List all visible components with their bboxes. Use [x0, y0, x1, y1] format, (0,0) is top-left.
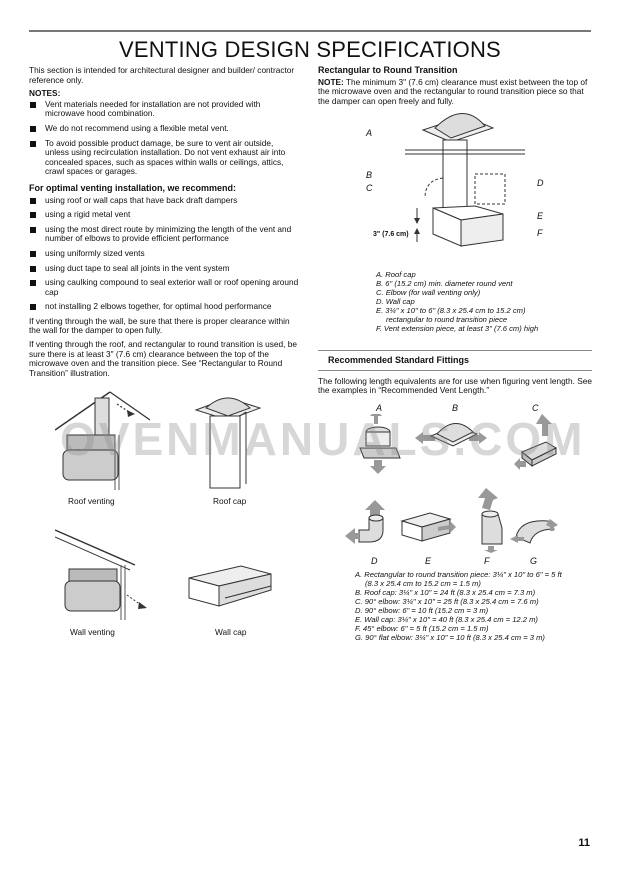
- list-item: Vent materials needed for installation are not provided with microwave hood combination.: [29, 100, 299, 119]
- fitting-letter: G: [530, 556, 538, 566]
- fitting-letter: B: [452, 403, 459, 413]
- list-item: using caulking compound to seal exterior wall or roof opening around cap: [29, 278, 299, 297]
- transition-letter: E: [537, 211, 544, 221]
- fittings-intro: The following length equivalents are for use when figuring vent length. See the examples in “Recommended Vent Length.”: [318, 375, 592, 396]
- bullet-icon: [30, 102, 36, 108]
- fittings-section: [318, 350, 592, 400]
- list-item: using duct tape to seal all joints in the vent system: [29, 264, 299, 274]
- bullet-icon: [30, 304, 36, 310]
- transition-letter: F: [537, 228, 543, 238]
- rect-note: NOTE: The minimum 3" (7.6 cm) clearance must exist between the top of the microwave oven and the rectangular to round transition piece so that the damper can open freely and fully.: [318, 76, 588, 106]
- transition-letter: D: [537, 178, 544, 188]
- fitting-letter: E: [425, 556, 432, 566]
- wall-venting-paragraph: If venting through the wall, be sure that there is proper clearance within the wall for the damper to open fully.: [29, 315, 290, 336]
- bullet-icon: [30, 280, 36, 286]
- transition-illustration: [385, 108, 535, 263]
- wall-venting-label: Wall venting: [70, 627, 115, 637]
- bullet-icon: [30, 212, 36, 218]
- left-column: [29, 66, 299, 382]
- fitting-e-illustration: [398, 505, 458, 550]
- bullet-icon: [30, 266, 36, 272]
- fitting-d-illustration: [345, 500, 400, 555]
- top-rule: [29, 30, 591, 32]
- wall-venting-illustration: [55, 525, 165, 620]
- list-item: using a rigid metal vent: [29, 210, 299, 220]
- wall-cap-illustration: [185, 560, 275, 615]
- bullet-icon: [30, 251, 36, 257]
- list-item: using the most direct route by minimizing the length of the vent and number of elbows to provide efficient performance: [29, 225, 299, 244]
- roof-venting-label: Roof venting: [68, 496, 115, 506]
- fitting-letter: C: [532, 403, 539, 413]
- list-item: We do not recommend using a flexible metal vent.: [29, 124, 299, 134]
- bullet-icon: [30, 126, 36, 132]
- notes-heading: NOTES:: [29, 88, 61, 99]
- bullet-icon: [30, 141, 36, 147]
- list-item: using roof or wall caps that have back draft dampers: [29, 196, 299, 206]
- fitting-f-illustration: [468, 488, 513, 553]
- transition-captions: A. Roof cap B. 6" (15.2 cm) min. diameter round vent C. Elbow (for wall venting only) D. Wall cap E. 3¼" x 10" to 6" (8.3 x 25.4 cm to 15.2 cm) rectangular to round transition piece F. Vent extension piece, at least 3" (7.6 cm) high: [376, 270, 539, 333]
- transition-letter: B: [366, 170, 373, 180]
- fitting-captions: A. Rectangular to round transition piece: 3¼" x 10" to 6" = 5 ft (8.3 x 25.4 cm to 15.2 cm = 1.5 m) B. Roof cap: 3¼" x 10" = 24 ft (8.3 x 25.4 cm = 7.3 m) C. 90° elbow: 3¼" x 10" = 25 ft (8.3 x 25.4 cm = 7.6 m) D. 90° elbow: 6" = 10 ft (15.2 cm = 3 m) E. Wall cap: 3¼" x 10" = 40 ft (8.3 x 25.4 cm = 12.2 m) F. 45° elbow: 6" = 5 ft (15.2 cm = 1.5 m) G. 90° flat elbow: 3¼" x 10" = 10 ft (8.3 x 25.4 cm = 3 m): [355, 570, 562, 642]
- fittings-heading: Recommended Standard Fittings: [318, 350, 592, 371]
- transition-letter: C: [366, 183, 373, 193]
- fitting-letter: D: [371, 556, 378, 566]
- bullet-icon: [30, 227, 36, 233]
- wall-cap-label: Wall cap: [215, 627, 247, 637]
- right-column: [318, 66, 594, 110]
- page-title: VENTING DESIGN SPECIFICATIONS: [119, 37, 501, 62]
- clearance-label: 3" (7.6 cm): [373, 231, 409, 238]
- list-item: using uniformly sized vents: [29, 249, 299, 259]
- fitting-letter: F: [484, 556, 490, 566]
- intro-text: This section is intended for architectural designer and builder/ contractor reference only.: [29, 65, 295, 85]
- roof-venting-paragraph: If venting through the roof, and rectangular to round transition is used, be sure there is at least 3" (7.6 cm) clearance between the top of the microwave oven and the transition piece. See “Rectangular to Round Transition” illustration.: [29, 339, 297, 378]
- fitting-g-illustration: [510, 515, 560, 550]
- list-item: not installing 2 elbows together, for optimal hood performance: [29, 302, 299, 312]
- rect-heading: Rectangular to Round Transition: [318, 65, 458, 75]
- page-number: 11: [578, 837, 590, 849]
- optimal-heading: For optimal venting installation, we recommend:: [29, 182, 237, 193]
- transition-letter: A: [366, 128, 373, 138]
- roof-cap-label: Roof cap: [213, 496, 247, 506]
- watermark: OVENMANUALS.COM: [60, 413, 586, 465]
- optimal-list: [29, 196, 299, 312]
- bullet-icon: [30, 198, 36, 204]
- notes-list: [29, 100, 299, 177]
- list-item: To avoid possible product damage, be sure to vent air outside, unless using recirculation installation. Do not vent exhaust air into concealed spaces, such as spaces within walls or ceilings, attics, crawl spaces or garages.: [29, 139, 299, 177]
- fitting-letter: A: [376, 403, 383, 413]
